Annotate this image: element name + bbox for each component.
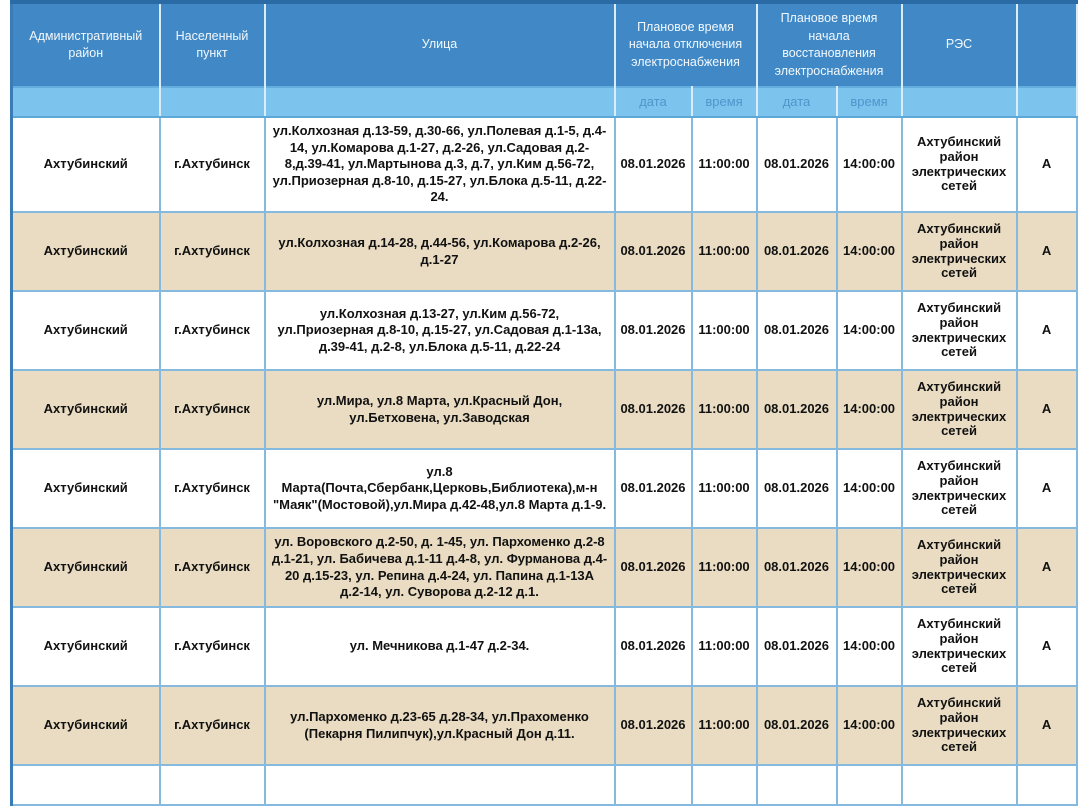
cell-district: Ахтубинский <box>12 291 160 370</box>
cell-district: Ахтубинский <box>12 607 160 686</box>
cell-restore-date: 08.01.2026 <box>757 607 837 686</box>
subheader-restore-time: время <box>837 87 902 117</box>
cell-res: Ахтубинский район электрических сетей <box>902 117 1017 212</box>
table-row <box>12 607 1077 686</box>
cell-restore-date: 08.01.2026 <box>757 370 837 449</box>
cell-clipped: А <box>1017 291 1077 370</box>
cell-outage-date: 08.01.2026 <box>615 449 692 528</box>
cell-outage-date: 08.01.2026 <box>615 117 692 212</box>
cell-clipped: А <box>1017 686 1077 765</box>
cell-settlement: г.Ахтубинск <box>160 528 265 607</box>
cell-restore-date: 08.01.2026 <box>757 528 837 607</box>
cell-district: Ахтубинский <box>12 686 160 765</box>
table-row <box>12 370 1077 449</box>
subheader-empty-district <box>12 87 160 117</box>
cell-clipped: А <box>1017 117 1077 212</box>
cell-street: ул.Колхозная д.14-28, д.44-56, ул.Комарова д.2-26, д.1-27 <box>265 212 615 291</box>
subheader-row <box>12 87 1077 117</box>
table-row <box>12 117 1077 212</box>
cell-outage-time: 11:00:00 <box>692 117 757 212</box>
cell-settlement: г.Ахтубинск <box>160 686 265 765</box>
subheader-restore-date: дата <box>757 87 837 117</box>
cell-restore-date: 08.01.2026 <box>757 212 837 291</box>
cell-settlement: г.Ахтубинск <box>160 370 265 449</box>
cell-res: Ахтубинский район электрических сетей <box>902 607 1017 686</box>
table-row <box>12 686 1077 765</box>
cell-outage-date: 08.01.2026 <box>615 291 692 370</box>
table-header <box>12 2 1077 117</box>
table-row <box>12 528 1077 607</box>
cell-settlement: г.Ахтубинск <box>160 212 265 291</box>
cell-outage-date: 08.01.2026 <box>615 370 692 449</box>
cell-street: ул.Колхозная д.13-27, ул.Ким д.56-72, ул.Приозерная д.8-10, д.15-27, ул.Садовая д.1-13а, д.39-41, д.2-8, ул.Блока д.5-11, д.22-24 <box>265 291 615 370</box>
cell-res: Ахтубинский район электрических сетей <box>902 686 1017 765</box>
cell-restore-time: 14:00:00 <box>837 528 902 607</box>
table-row <box>12 291 1077 370</box>
header-restore-start: Плановое время начала восстановления электроснабжения <box>757 2 902 87</box>
cell-street: ул. Воровского д.2-50, д. 1-45, ул. Пархоменко д.2-8 д.1-21, ул. Бабичева д.1-11 д.4-8, ул. Фурманова д.4-20 д.15-23, ул. Репина д.4-24, ул. Папина д.1-13А д.2-14, ул. Суворова д.2-12 д.1. <box>265 528 615 607</box>
cell-district: Ахтубинский <box>12 449 160 528</box>
header-outage-start: Плановое время начала отключения электроснабжения <box>615 2 757 87</box>
cell-outage-date: 08.01.2026 <box>615 528 692 607</box>
cell-outage-time: 11:00:00 <box>692 528 757 607</box>
cell-district: Ахтубинский <box>12 212 160 291</box>
cell-outage-time: 11:00:00 <box>692 291 757 370</box>
header-admin-district: Административный район <box>12 2 160 87</box>
cell-street: ул.Мира, ул.8 Марта, ул.Красный Дон, ул.Бетховена, ул.Заводская <box>265 370 615 449</box>
cell-district: Ахтубинский <box>12 528 160 607</box>
cell-restore-time: 14:00:00 <box>837 686 902 765</box>
subheader-empty-clipped <box>1017 87 1077 117</box>
cell-outage-time: 11:00:00 <box>692 686 757 765</box>
cell-res: Ахтубинский район электрических сетей <box>902 291 1017 370</box>
cell-restore-date: 08.01.2026 <box>757 686 837 765</box>
cell-clipped: А <box>1017 607 1077 686</box>
header-settlement: Населенный пункт <box>160 2 265 87</box>
cell-outage-time: 11:00:00 <box>692 449 757 528</box>
cell-street: ул.Колхозная д.13-59, д.30-66, ул.Полевая д.1-5, д.4-14, ул.Комарова д.1-27, д.2-26, ул.Садовая д.2-8,д.39-41, ул.Мартынова д.3, д.7, ул.Ким д.56-72, ул.Приозерная д.8-10, д.15-27, ул.Блока д.5-11, д.22-24. <box>265 117 615 212</box>
cell-res: Ахтубинский район электрических сетей <box>902 528 1017 607</box>
cell-restore-time: 14:00:00 <box>837 291 902 370</box>
cell-clipped: А <box>1017 212 1077 291</box>
cell-outage-date: 08.01.2026 <box>615 607 692 686</box>
cell-outage-date: 08.01.2026 <box>615 212 692 291</box>
cell-settlement: г.Ахтубинск <box>160 117 265 212</box>
cell-outage-time: 11:00:00 <box>692 607 757 686</box>
table-body <box>12 117 1077 805</box>
table-row <box>12 212 1077 291</box>
table-row-partial <box>12 765 1077 805</box>
cell-res: Ахтубинский район электрических сетей <box>902 449 1017 528</box>
cell-res: Ахтубинский район электрических сетей <box>902 212 1017 291</box>
cell-settlement: г.Ахтубинск <box>160 449 265 528</box>
cell-restore-date: 08.01.2026 <box>757 291 837 370</box>
cell-street: ул. Мечникова д.1-47 д.2-34. <box>265 607 615 686</box>
cell-district: Ахтубинский <box>12 117 160 212</box>
cell-outage-time: 11:00:00 <box>692 370 757 449</box>
subheader-empty-street <box>265 87 615 117</box>
cell-restore-time: 14:00:00 <box>837 370 902 449</box>
cell-restore-date: 08.01.2026 <box>757 117 837 212</box>
header-row <box>12 2 1077 87</box>
outage-schedule-table <box>10 0 1078 806</box>
cell-outage-time: 11:00:00 <box>692 212 757 291</box>
subheader-outage-time: время <box>692 87 757 117</box>
cell-res: Ахтубинский район электрических сетей <box>902 370 1017 449</box>
table-row <box>12 449 1077 528</box>
subheader-empty-res <box>902 87 1017 117</box>
cell-settlement: г.Ахтубинск <box>160 607 265 686</box>
header-res: РЭС <box>902 2 1017 87</box>
cell-street: ул.8 Марта(Почта,Сбербанк,Церковь,Библиотека),м-н "Маяк"(Мостовой),ул.Мира д.42-48,ул.8 Марта д.1-9. <box>265 449 615 528</box>
subheader-empty-settlement <box>160 87 265 117</box>
cell-outage-date: 08.01.2026 <box>615 686 692 765</box>
cell-restore-date: 08.01.2026 <box>757 449 837 528</box>
cell-restore-time: 14:00:00 <box>837 117 902 212</box>
header-street: Улица <box>265 2 615 87</box>
cell-clipped: А <box>1017 528 1077 607</box>
cell-street: ул.Пархоменко д.23-65 д.28-34, ул.Прахоменко (Пекарня Пилипчук),ул.Красный Дон д.11. <box>265 686 615 765</box>
cell-district: Ахтубинский <box>12 370 160 449</box>
cell-restore-time: 14:00:00 <box>837 449 902 528</box>
cell-settlement: г.Ахтубинск <box>160 291 265 370</box>
header-clipped-column <box>1017 2 1077 87</box>
cell-clipped: А <box>1017 449 1077 528</box>
subheader-outage-date: дата <box>615 87 692 117</box>
cell-restore-time: 14:00:00 <box>837 212 902 291</box>
cell-clipped: А <box>1017 370 1077 449</box>
cell-restore-time: 14:00:00 <box>837 607 902 686</box>
